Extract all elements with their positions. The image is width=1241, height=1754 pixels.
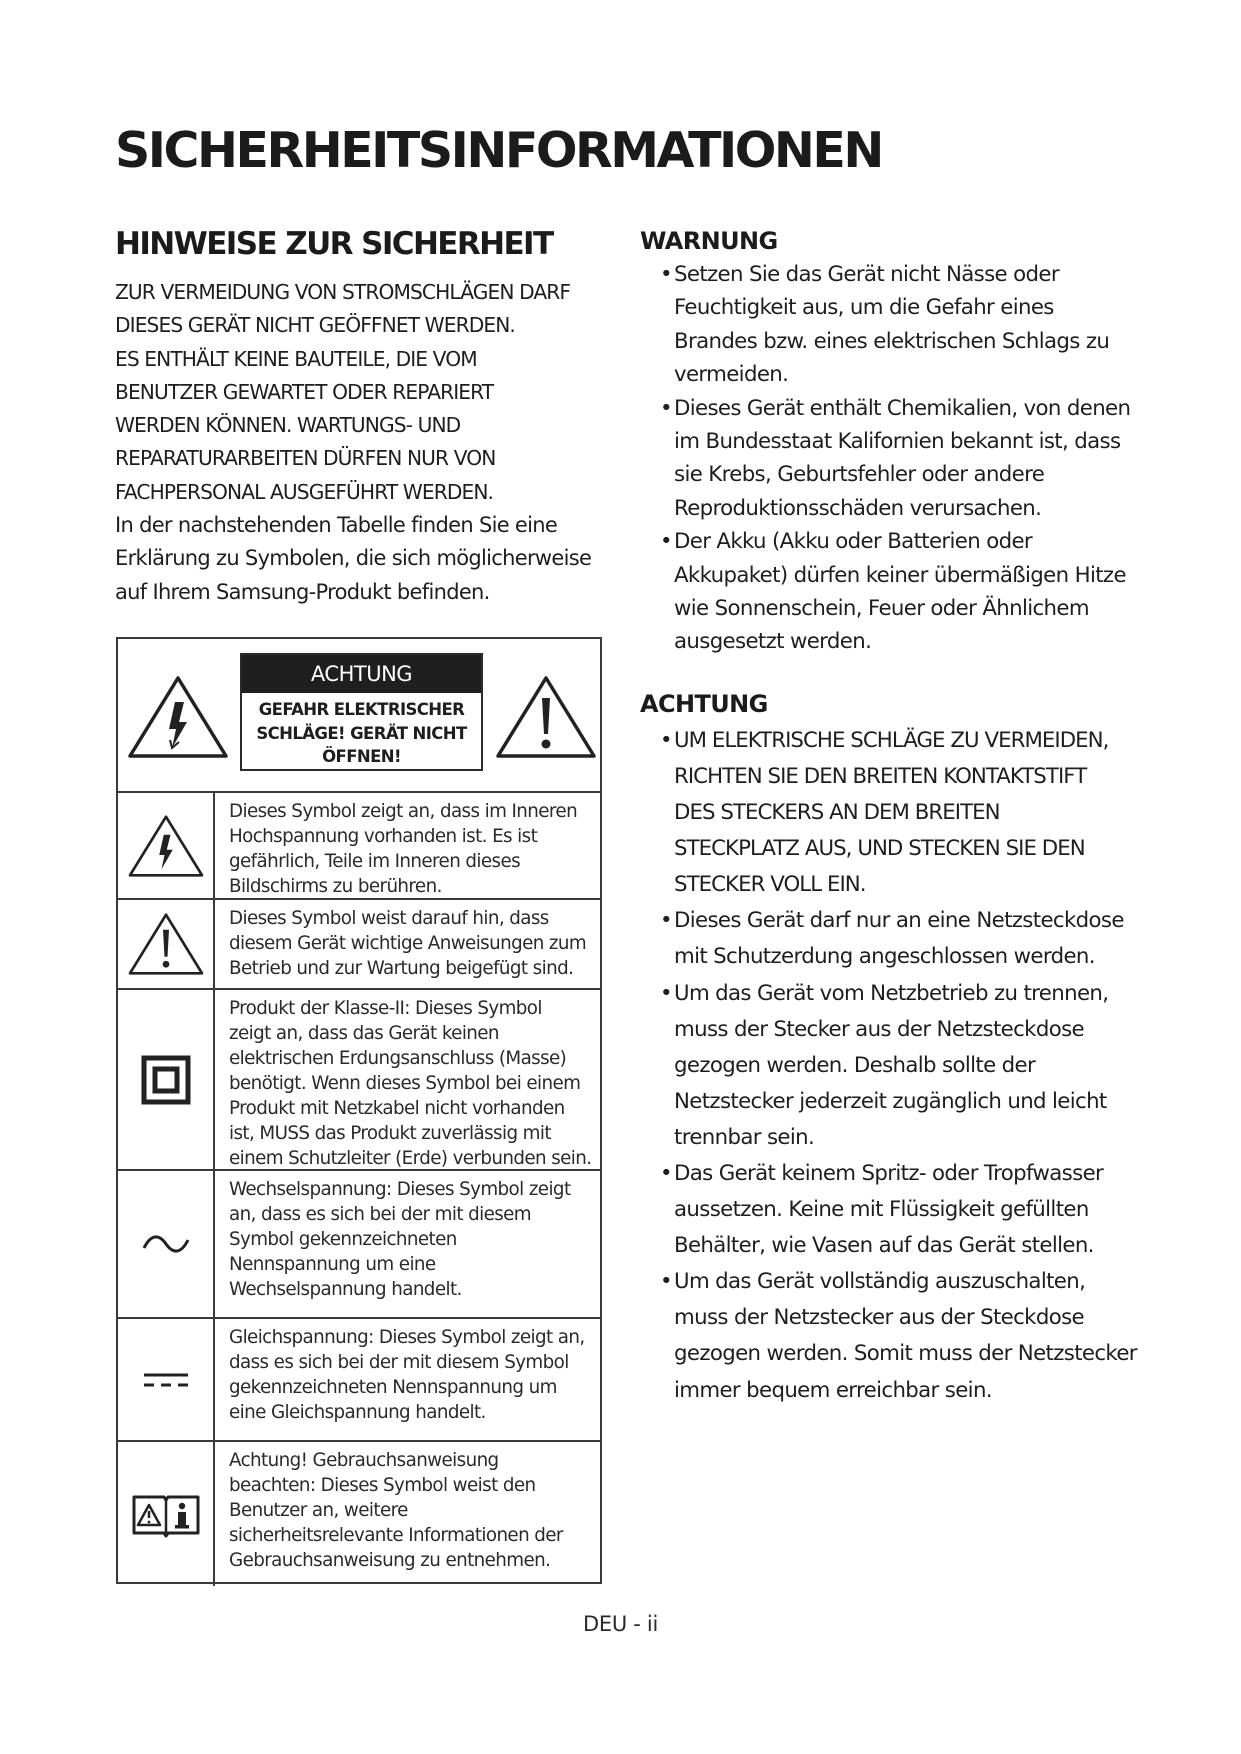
item-line: • UM ELEKTRISCHE SCHLÄGE ZU VERMEIDEN, [674,727,1109,753]
caps-warning-paragraph [115,276,615,509]
intro-line: In der nachstehenden Tabelle finden Sie eine [115,513,558,538]
description-line: Bildschirms zu berühren. [229,876,442,897]
item-line: DES STECKERS AN DEM BREITEN [674,800,1000,826]
symbol-intro-paragraph [115,509,615,609]
safety-notes-heading: HINWEISE ZUR SICHERHEIT [115,226,553,262]
description-line: zeigt an, dass das Gerät keinen [229,1023,499,1044]
class-ii-icon [141,1055,191,1105]
item-line: gezogen werden. Somit muss der Netzstecker [674,1341,1137,1367]
symbol-row [118,900,600,990]
description-line: Nennspannung um eine [229,1254,436,1275]
symbol-description [229,996,594,1171]
caution-label-text [242,698,481,769]
description-line: beachten: Dieses Symbol weist den [229,1475,536,1496]
description-line: Produkt der Klasse-II: Dieses Symbol [229,998,542,1019]
item-line: • Setzen Sie das Gerät nicht Nässe oder [674,262,1059,287]
caution-item [640,1264,1137,1408]
warning-item [640,525,1130,659]
item-line: Feuchtigkeit aus, um die Gefahr eines [674,295,1054,321]
item-line: • Das Gerät keinem Spritz- oder Tropfwasser [674,1161,1104,1186]
item-line: • Der Akku (Akku oder Batterien oder [674,529,1033,555]
item-line: STECKER VOLL EIN. [674,872,866,898]
description-line: ist, MUSS das Produkt zuverlässig mit [229,1123,551,1144]
symbol-row [118,1442,600,1586]
high-voltage-warning-icon [126,674,230,760]
item-line: gezogen werden. Deshalb sollte der [674,1052,1036,1078]
item-line: mit Schutzerdung angeschlossen werden. [674,944,1095,970]
intro-line: Erklärung zu Symbolen, die sich möglicherweise [115,546,592,571]
symbol-description [229,799,594,899]
caution-list [640,723,1137,1409]
symbol-description [229,906,594,981]
description-line: dass es sich bei der mit diesem Symbol [229,1352,569,1373]
symbol-icon-cell [118,793,215,898]
item-line: vermeiden. [674,362,789,388]
description-line: einem Schutzleiter (Erde) verbunden sein. [229,1148,592,1169]
description-line: Wechselspannung: Dieses Symbol zeigt [229,1179,571,1200]
item-line: • Um das Gerät vom Netzbetrieb zu trennen, [674,980,1109,1006]
description-line: Produkt mit Netzkabel nicht vorhanden [229,1098,565,1119]
symbol-icon-cell [118,1171,215,1317]
caution-text-line: GEFAHR ELEKTRISCHER [258,700,465,719]
symbol-row [118,793,600,900]
ac-voltage-icon [141,1232,191,1256]
caution-text-line: ÖFFNEN! [322,747,401,766]
description-line: Gleichspannung: Dieses Symbol zeigt an, [229,1327,585,1348]
item-line: muss der Netzstecker aus der Steckdose [674,1305,1084,1331]
caution-label-title: ACHTUNG [242,655,481,693]
intro-line: auf Ihrem Samsung-Produkt befinden. [115,579,490,604]
item-line: Netzstecker jederzeit zugänglich und leicht [674,1088,1107,1114]
symbol-description [229,1177,594,1302]
description-line: Dieses Symbol weist darauf hin, dass [229,908,549,929]
item-line: aussetzen. Keine mit Flüssigkeit gefüllten [674,1197,1089,1223]
description-line: Dieses Symbol zeigt an, dass im Inneren [229,801,578,822]
item-line: Reproduktionsschäden verursachen. [674,495,1042,521]
caution-label-box [240,653,483,771]
caps-line: FACHPERSONAL AUSGEFÜHRT WERDEN. [115,479,494,504]
item-line: • Dieses Gerät darf nur an eine Netzsteckdose [674,908,1124,934]
exclamation-icon [127,911,205,977]
description-line: benötigt. Wenn dieses Symbol bei einem [229,1073,581,1094]
dc-voltage-icon [142,1368,190,1392]
item-line: ausgesetzt werden. [674,629,872,655]
item-line: STECKPLATZ AUS, UND STECKEN SIE DEN [674,836,1085,862]
caps-line: REPARATURARBEITEN DÜRFEN NUR VON [115,446,496,471]
high-voltage-icon [127,813,205,879]
caution-text-line: SCHLÄGE! GERÄT NICHT [256,723,467,743]
description-line: Betrieb und zur Wartung beigefügt sind. [229,958,574,979]
warning-list [640,258,1130,659]
caution-item [640,723,1130,903]
description-line: gekennzeichneten Nennspannung um [229,1377,557,1398]
description-line: Wechselspannung handelt. [229,1279,462,1300]
symbol-row [118,1319,600,1442]
description-line: Achtung! Gebrauchsanweisung [229,1450,499,1471]
caps-line: BENUTZER GEWARTET ODER REPARIERT [115,379,494,404]
caps-line: WERDEN KÖNNEN. WARTUNGS- UND [115,413,461,438]
description-line: diesem Gerät wichtige Anweisungen zum [229,933,587,954]
description-line: an, dass es sich bei der mit diesem [229,1204,532,1225]
description-line: eine Gleichspannung handelt. [229,1402,486,1423]
description-line: Benutzer an, weitere [229,1500,408,1521]
page-title: SICHERHEITSINFORMATIONEN [115,122,882,179]
warnings-column [640,224,1137,1409]
caution-item [640,1156,1130,1264]
item-line: • Dieses Gerät enthält Chemikalien, von denen [674,395,1131,421]
item-line: sie Krebs, Geburtsfehler oder andere [674,462,1045,488]
item-line: immer bequem erreichbar sein. [674,1377,992,1403]
item-line: • Um das Gerät vollständig auszuschalten, [674,1269,1086,1295]
caution-item [640,903,1130,975]
page-number: DEU - ii [582,1612,658,1636]
caps-line: DIESES GERÄT NICHT GEÖFFNET WERDEN. [115,313,515,338]
description-line: sicherheitsrelevante Informationen der [229,1525,563,1546]
symbol-rows [118,793,600,1586]
item-line: Akkupaket) dürfen keiner übermäßigen Hitze [674,562,1126,588]
caution-item [640,976,1130,1156]
item-line: trennbar sein. [674,1124,815,1150]
description-line: Symbol gekennzeichneten [229,1229,457,1250]
description-line: elektrischen Erdungsanschluss (Masse) [229,1048,567,1069]
item-line: muss der Stecker aus der Netzsteckdose [674,1016,1084,1042]
symbol-row [118,1171,600,1319]
symbol-icon-cell [118,900,215,988]
item-line: im Bundesstaat Kalifornien bekannt ist, dass [674,429,1121,455]
warning-item [640,258,1130,392]
item-line: Behälter, wie Vasen auf das Gerät stellen. [674,1233,1094,1259]
symbol-table [116,637,602,1584]
symbol-description [229,1448,594,1573]
symbol-table-header [118,639,600,793]
item-line: RICHTEN SIE DEN BREITEN KONTAKTSTIFT [674,763,1087,789]
description-line: Hochspannung vorhanden ist. Es ist [229,826,538,847]
description-line: gefährlich, Teile im Inneren dieses [229,851,521,872]
item-line: wie Sonnenschein, Feuer oder Ähnlichem [674,596,1089,622]
warning-item [640,392,1130,526]
manual-info-icon [131,1489,201,1539]
caps-line: ZUR VERMEIDUNG VON STROMSCHLÄGEN DARF [115,280,571,304]
symbol-icon-cell [118,1319,215,1440]
symbol-icon-cell [118,990,215,1169]
warning-heading: WARNUNG [640,227,778,255]
item-line: Brandes bzw. eines elektrischen Schlags zu [674,328,1110,354]
caps-line: ES ENTHÄLT KEINE BAUTEILE, DIE VOM [115,346,477,371]
symbol-icon-cell [118,1442,215,1586]
symbol-row [118,990,600,1171]
description-line: Gebrauchsanweisung zu entnehmen. [229,1550,551,1571]
exclamation-warning-icon [494,674,598,760]
safety-notes-section [115,222,615,609]
caution-heading: ACHTUNG [640,689,768,718]
symbol-description [229,1325,594,1425]
